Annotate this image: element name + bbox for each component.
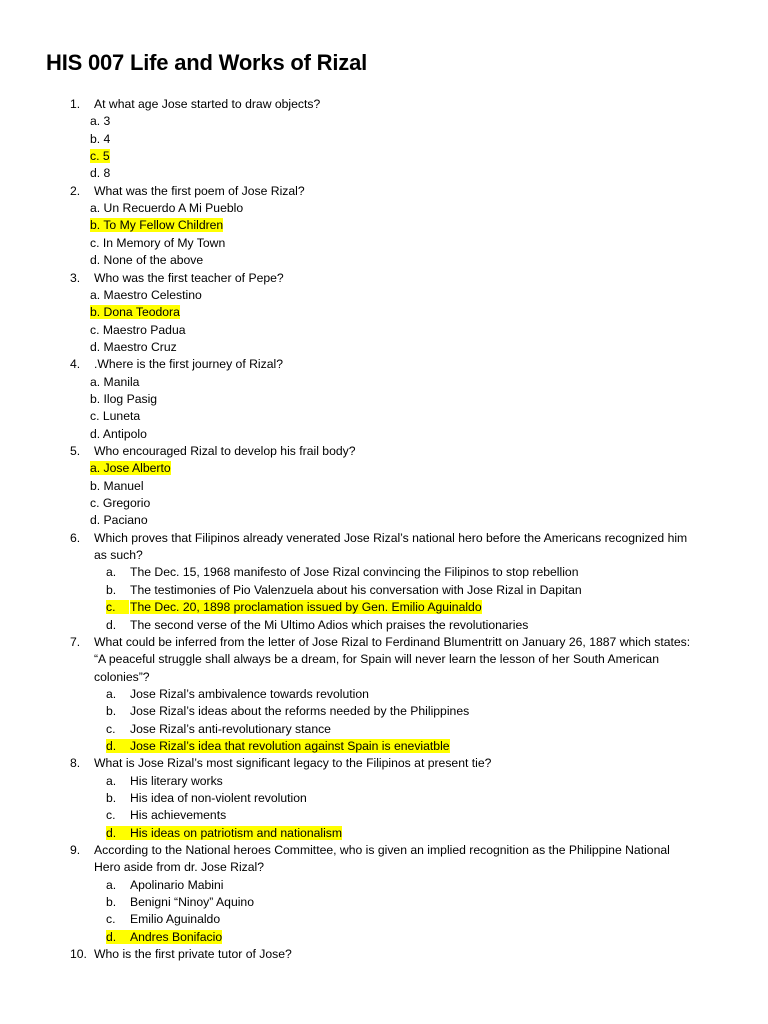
option-letter <box>106 738 130 755</box>
option <box>90 165 110 182</box>
text: a. Un Recuerdo A Mi Pueblo <box>90 201 244 216</box>
question-text <box>94 356 283 373</box>
question-number <box>70 755 80 772</box>
text: a. <box>106 686 117 701</box>
text: 1. <box>70 97 81 111</box>
text: c. Gregorio <box>90 496 151 511</box>
text: c. <box>106 721 116 736</box>
text: Who is the first private tutor of Jose? <box>94 947 292 962</box>
text: d. Antipolo <box>90 426 147 441</box>
text: a. <box>106 565 117 580</box>
option-letter <box>106 825 130 842</box>
option <box>90 478 144 495</box>
question-text <box>94 96 320 113</box>
option <box>90 217 223 234</box>
question-text <box>94 270 284 287</box>
option-letter <box>106 877 116 894</box>
text: b. <box>106 895 117 910</box>
question-text <box>94 842 670 859</box>
text: According to the National heroes Committee, who is given an implied recognition as the Philippine National <box>94 843 670 858</box>
text: Jose Rizal’s ideas about the reforms needed by the Philippines <box>130 704 470 719</box>
text: d. Maestro Cruz <box>90 339 177 354</box>
question-text <box>94 755 491 772</box>
text: What was the first poem of Jose Rizal? <box>94 183 305 198</box>
text: The testimonies of Pio Valenzuela about his conversation with Jose Rizal in Dapitan <box>130 582 582 597</box>
question-number <box>70 946 87 963</box>
text: What is Jose Rizal’s most significant legacy to the Filipinos at present tie? <box>94 756 492 771</box>
question-text <box>94 530 687 547</box>
option-text <box>130 790 307 807</box>
option-text <box>130 582 582 599</box>
text: 6. <box>70 530 81 545</box>
text: Which proves that Filipinos already venerated Jose Rizal’s national hero before the Americans recognized him <box>94 530 688 545</box>
text: c. Maestro Padua <box>90 322 186 337</box>
highlighted-answer: His ideas on patriotism and nationalism <box>130 825 343 840</box>
option-text <box>130 703 469 720</box>
option <box>90 460 171 477</box>
text: Who was the first teacher of Pepe? <box>94 270 284 285</box>
question-number <box>70 842 80 859</box>
highlighted-answer: The Dec. 20, 1898 proclamation issued by Gen. Emilio Aguinaldo <box>130 600 482 615</box>
option-text <box>130 773 223 790</box>
text: c. Luneta <box>90 409 141 424</box>
text: 7. <box>70 634 81 649</box>
text: as such? <box>94 548 143 563</box>
option <box>90 200 243 217</box>
text: 9. <box>70 843 81 858</box>
question-text <box>94 859 264 876</box>
option-letter <box>106 807 115 824</box>
question-text <box>94 547 143 564</box>
text: His achievements <box>130 808 227 823</box>
text: d. 8 <box>90 166 111 181</box>
option-text <box>130 599 482 616</box>
option-letter <box>106 686 116 703</box>
option-letter <box>106 721 115 738</box>
text: The Dec. 15, 1968 manifesto of Jose Rizal convincing the Filipinos to stop rebellion <box>130 565 579 580</box>
text: .Where is the first journey of Rizal? <box>94 357 283 372</box>
text: The second verse of the Mi Ultimo Adios which praises the revolutionaries <box>130 617 529 632</box>
text: b. <box>106 791 117 805</box>
option-text <box>130 877 224 894</box>
highlighted-answer: d. <box>106 739 130 753</box>
option-letter <box>106 617 116 634</box>
text: b. Ilog Pasig <box>90 391 158 406</box>
option <box>90 287 202 304</box>
option-text <box>130 894 254 911</box>
text: a. Manila <box>90 374 140 389</box>
highlighted-answer: c. <box>106 600 129 614</box>
text: Jose Rizal’s anti-revolutionary stance <box>130 721 331 736</box>
option <box>90 252 203 269</box>
question-text <box>94 443 356 460</box>
highlighted-answer: b. To My Fellow Children <box>90 218 224 233</box>
option-text <box>130 686 369 703</box>
option-text <box>130 617 528 634</box>
option-letter <box>106 773 116 790</box>
option <box>90 495 150 512</box>
option-letter <box>106 582 116 599</box>
text: b. 4 <box>90 131 111 146</box>
question-number <box>70 96 80 113</box>
text: c. <box>106 808 116 823</box>
text: Apolinario Mabini <box>130 877 224 892</box>
option <box>90 426 147 443</box>
option <box>90 374 139 391</box>
text: b. <box>106 582 117 597</box>
text: a. Maestro Celestino <box>90 287 202 302</box>
option <box>90 391 157 408</box>
option-letter <box>106 599 129 616</box>
text: d. None of the above <box>90 253 204 268</box>
option-letter <box>106 911 115 928</box>
option <box>90 512 148 529</box>
highlighted-answer: d. <box>106 826 130 840</box>
option-text <box>130 721 331 738</box>
question-text <box>94 651 659 668</box>
option-letter <box>106 703 116 720</box>
text: Benigni “Ninoy” Aquino <box>130 895 254 910</box>
text: 8. <box>70 756 81 771</box>
option <box>90 339 177 356</box>
option-letter <box>106 564 116 581</box>
option-letter <box>106 929 130 946</box>
text: His idea of non-violent revolution <box>130 791 307 805</box>
question-text <box>94 946 292 963</box>
page-title: HIS 007 Life and Works of Rizal <box>46 50 368 75</box>
question-text <box>94 183 305 200</box>
text: b. <box>106 704 117 719</box>
option-text <box>130 911 220 928</box>
question-number <box>70 270 80 287</box>
text: His literary works <box>130 773 223 788</box>
text: What could be inferred from the letter of Jose Rizal to Ferdinand Blumentritt on January 26, 1887 which states: <box>94 634 691 649</box>
question-text <box>94 669 150 686</box>
text: colonies”? <box>94 669 150 684</box>
option-text <box>130 738 450 755</box>
text: b. Manuel <box>90 478 144 493</box>
text: d. Paciano <box>90 513 148 528</box>
text: 4. <box>70 357 81 372</box>
text: c. In Memory of My Town <box>90 235 226 250</box>
text: 5. <box>70 444 81 458</box>
option-text <box>130 929 222 946</box>
option <box>90 408 140 425</box>
text: c. <box>106 912 116 927</box>
text: Emilio Aguinaldo <box>130 912 221 927</box>
text: “A peaceful struggle shall always be a dream, for Spain will never learn the lesson of her South American <box>94 652 659 667</box>
text: Hero aside from dr. Jose Rizal? <box>94 860 265 875</box>
text: a. 3 <box>90 114 111 129</box>
text: 10. <box>70 947 87 962</box>
option <box>90 322 186 339</box>
highlighted-answer: Jose Rizal’s idea that revolution against Spain is eneviatble <box>130 738 450 753</box>
highlighted-answer: d. <box>106 930 130 944</box>
option <box>90 113 110 130</box>
option <box>90 235 225 252</box>
highlighted-answer: Andres Bonifacio <box>130 929 223 944</box>
question-number <box>70 443 80 460</box>
option-letter <box>106 790 116 807</box>
highlighted-answer: a. Jose Alberto <box>90 461 171 476</box>
text: a. <box>106 773 117 788</box>
option-text <box>130 807 226 824</box>
question-number <box>70 183 80 200</box>
option <box>90 131 110 148</box>
text: 3. <box>70 270 81 285</box>
option <box>90 304 180 321</box>
text: d. <box>106 617 117 632</box>
option-text <box>130 825 342 842</box>
highlighted-answer: b. Dona Teodora <box>90 305 180 320</box>
highlighted-answer: c. 5 <box>90 149 110 164</box>
question-number <box>70 356 80 373</box>
text: At what age Jose started to draw objects? <box>94 97 321 111</box>
question-text <box>94 634 690 651</box>
option-letter <box>106 894 116 911</box>
text: Who encouraged Rizal to develop his frail body? <box>94 444 356 458</box>
option <box>90 148 110 165</box>
question-number <box>70 530 80 547</box>
question-number <box>70 634 80 651</box>
text: a. <box>106 877 117 892</box>
text: Jose Rizal’s ambivalence towards revolution <box>130 686 369 701</box>
option-text <box>130 564 578 581</box>
text: 2. <box>70 183 81 198</box>
